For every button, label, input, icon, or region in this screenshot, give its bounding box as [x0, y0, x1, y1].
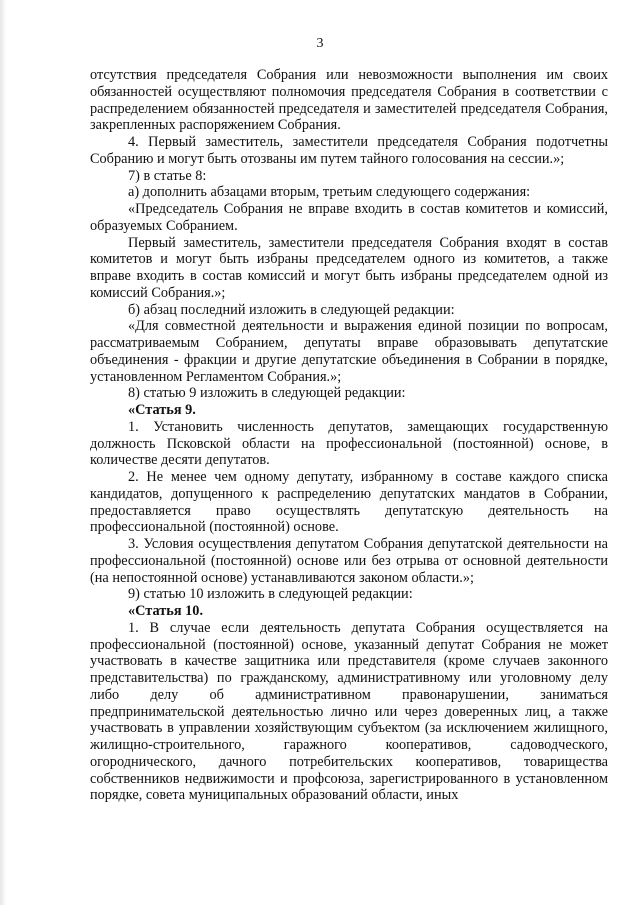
paragraph: «Председатель Собрания не вправе входить в состав комитетов и комиссий, образуемых Собранием.	[90, 201, 608, 234]
paragraph: 7) в статье 8:	[128, 167, 207, 184]
paragraph: 8) статью 9 изложить в следующей редакции:	[128, 385, 406, 402]
paragraph: 1. Установить численность депутатов, замещающих государственную должность Псковской области на профессиональной (постоянной) основе, в количестве десяти депутатов.	[90, 418, 608, 469]
paragraph: «Для совместной деятельности и выражения единой позиции по вопросам, рассматриваемым Собранием, депутаты вправе образовывать депутатские объединения - фракции и другие депутатские объединения в Собрании в порядке, установленном Регламентом Собрания.»;	[90, 318, 608, 385]
paragraph: 2. Не менее чем одному депутату, избранному в составе каждого списка кандидатов, допущенного к распределению депутатских мандатов в Собрании, предоставляется право осуществлять депутатскую деятельность на профессиональной (постоянной) основе.	[90, 469, 608, 536]
paragraph: 4. Первый заместитель, заместители председателя Собрания подотчетны Собранию и могут быть отозваны им путем тайного голосования на сессии.»;	[90, 134, 608, 167]
paragraph: 1. В случае если деятельность депутата Собрания осуществляется на профессиональной (постоянной) основе, указанный депутат Собрания не может участвовать в качестве защитника или представителя (кроме случаев законного представительства) по гражданскому, административному или уголовному делу либо делу об административном правонарушении, заниматься предпринимательской деятельностью лично или через доверенных лиц, а также участвовать в управлении хозяйствующим субъектом (за исключением жилищного, жилищно-строительного, гаражного кооперативов, садоводческого, огороднического, дачного потребительских кооперативов, товарищества собственников недвижимости и профсоюза, зарегистрированного в установленном порядке, совета муниципальных образований области, иных	[90, 619, 608, 804]
paragraph: 3. Условия осуществления депутатом Собрания депутатской деятельности на профессиональной (постоянной) основе или без отрыва от основной деятельности (на непостоянной основе) устанавливаются законом области.»;	[90, 536, 608, 586]
document-body	[90, 67, 608, 804]
paragraph: а) дополнить абзацами вторым, третьим следующего содержания:	[128, 184, 531, 201]
page-number: 3	[316, 36, 324, 51]
paragraph: 9) статью 10 изложить в следующей редакции:	[128, 586, 413, 603]
scan-margin	[0, 0, 6, 905]
paragraph: Первый заместитель, заместители председателя Собрания входят в состав комитетов и могут быть избраны председателем одного из комитетов, а также вправе входить в состав комиссий и могут быть избраны председателем одной из комиссий Собрания.»;	[90, 234, 608, 301]
paragraph: отсутствия председателя Собрания или невозможности выполнения им своих обязанностей осуществляют полномочия председателя Собрания в соответствии с распределением обязанностей председателя и заместителей председателя Собрания, закрепленных распоряжением Собрания.	[90, 67, 608, 134]
paragraph: «Статья 10.	[128, 603, 204, 619]
paragraph: «Статья 9.	[128, 402, 196, 418]
paragraph: б) абзац последний изложить в следующей редакции:	[128, 301, 455, 318]
